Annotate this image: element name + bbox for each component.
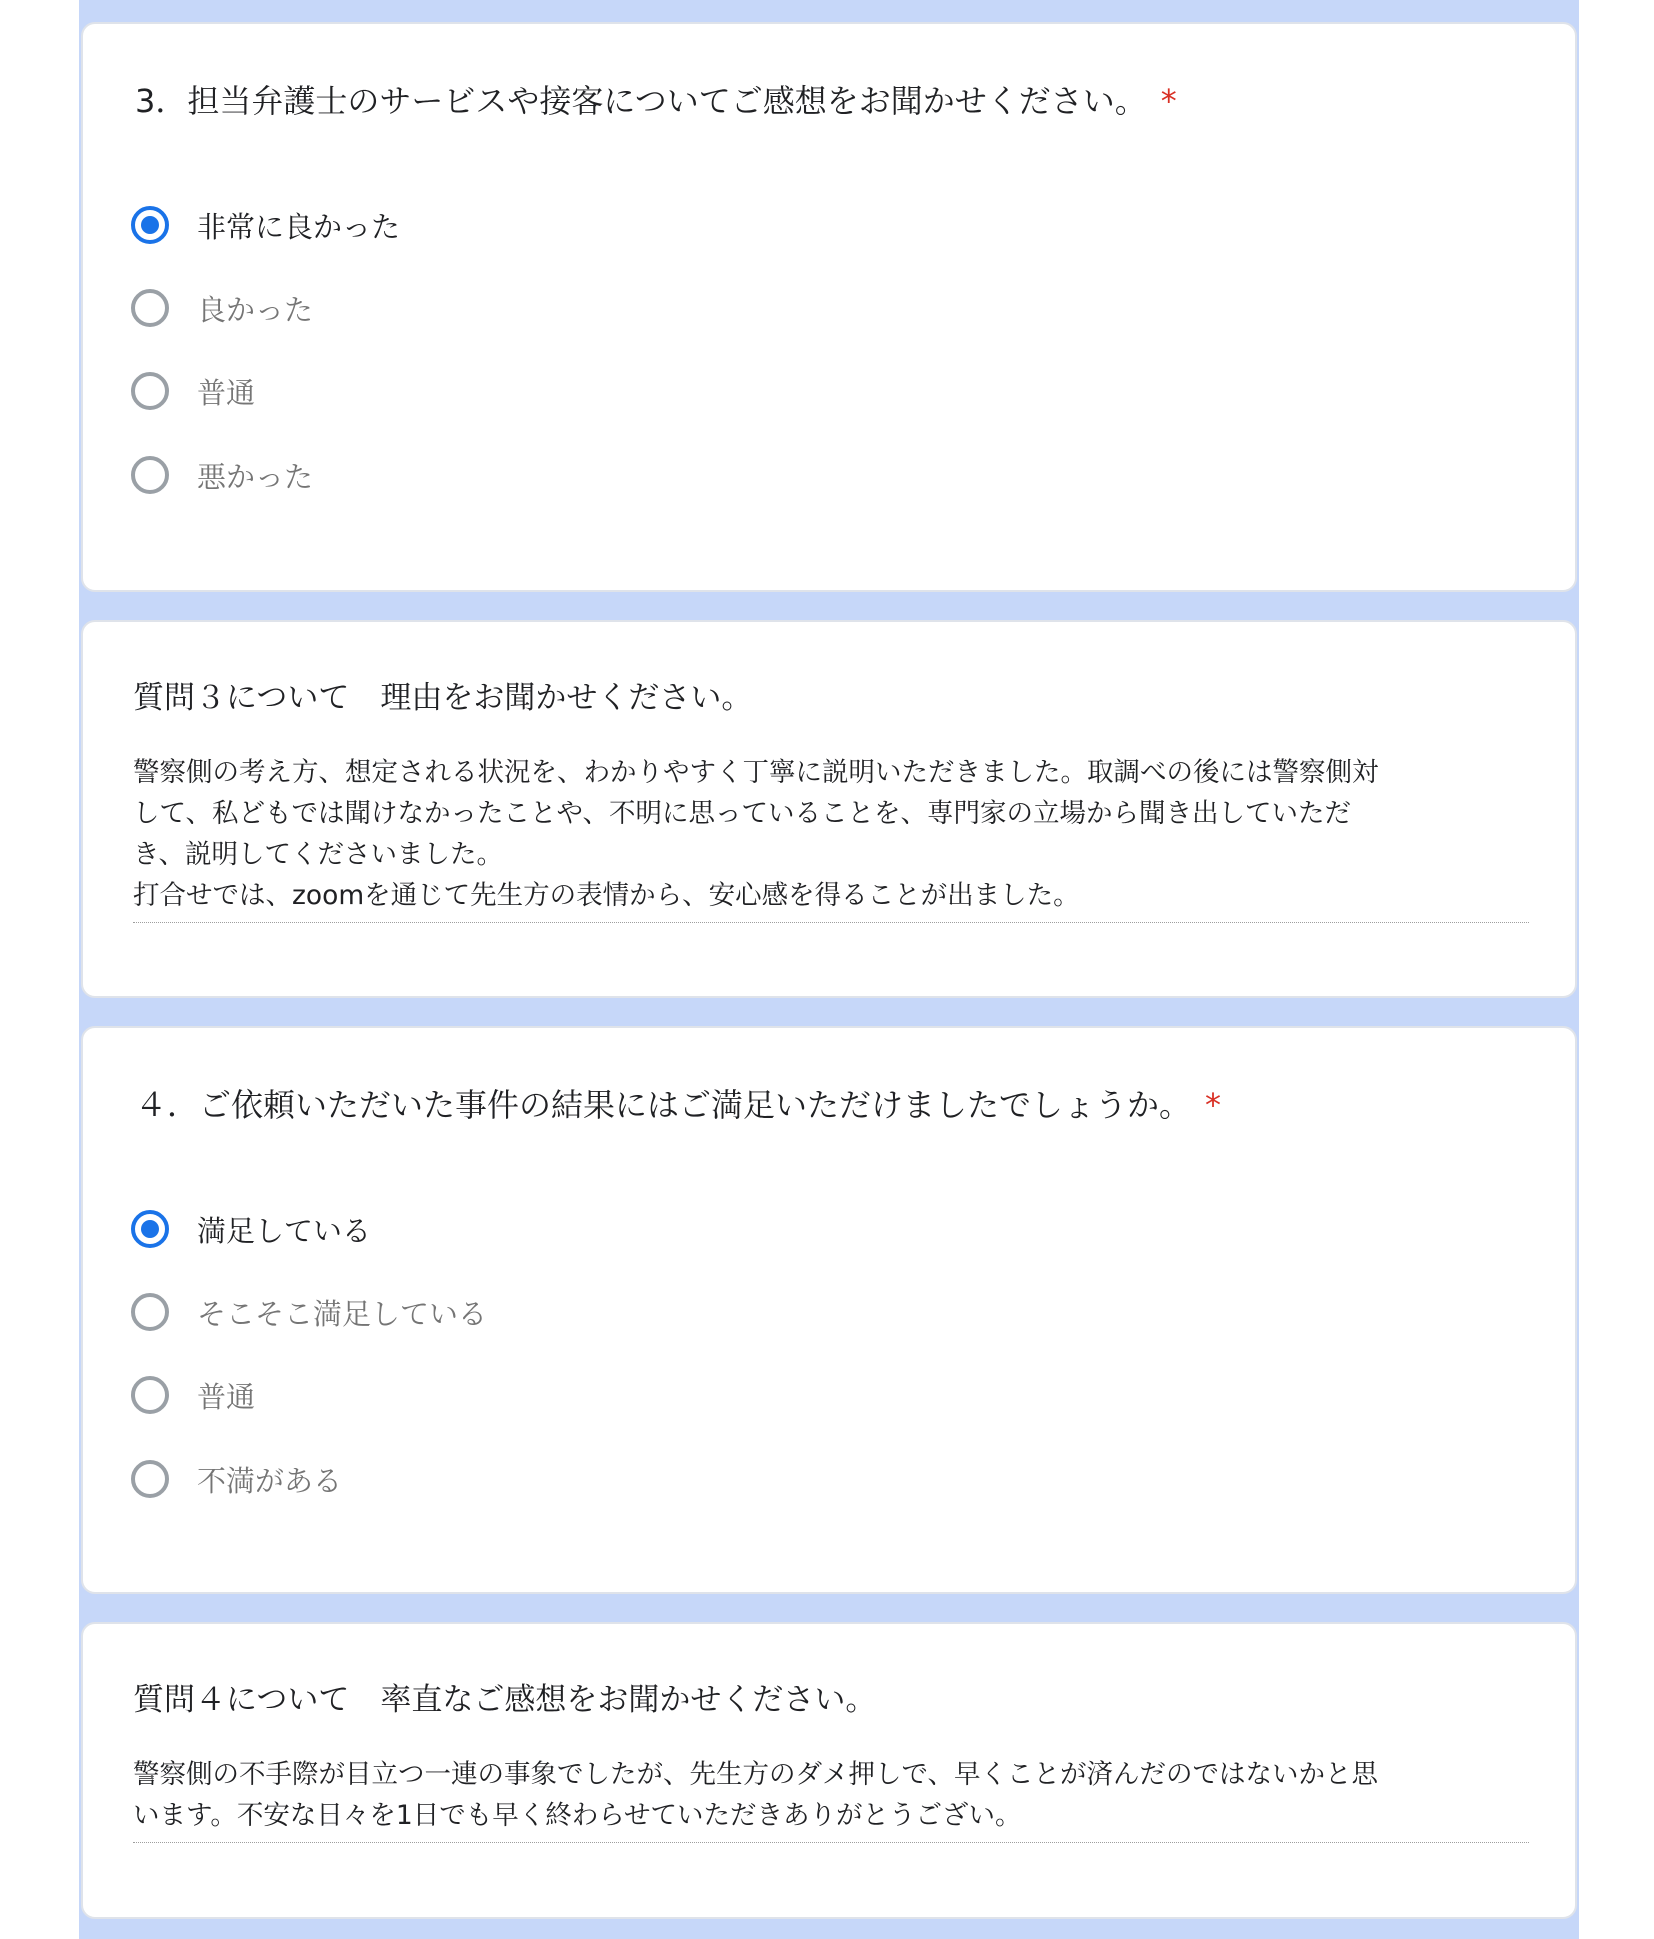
radio-option-dissatisfied[interactable]	[131, 1456, 342, 1502]
radio-option-average[interactable]	[131, 1372, 255, 1418]
answer-line: して、私どもでは聞けなかったことや、不明に思っていることを、専門家の立場から聞き出していただ	[133, 798, 1351, 829]
required-asterisk: *	[1160, 82, 1177, 120]
radio-option-average[interactable]	[131, 368, 255, 414]
answer-line: 警察側の考え方、想定される状況を、わかりやすく丁寧に説明いただきました。取調べの後には警察側対	[133, 757, 1379, 788]
option-label: 良かった	[197, 292, 314, 327]
response-question-title: 質問４について 率直なご感想をお聞かせください。	[133, 1682, 877, 1718]
answer-line: います。不安な日々を1日でも早く終わらせていただきありがとうござい。	[133, 1800, 1022, 1831]
option-label: 悪かった	[197, 459, 314, 494]
option-label: 普通	[197, 1379, 256, 1414]
radio-unchecked-icon[interactable]	[131, 1293, 169, 1331]
radio-option-somewhat-satisfied[interactable]	[131, 1289, 487, 1335]
question-card-4	[81, 1026, 1577, 1594]
radio-option-satisfied[interactable]	[131, 1206, 371, 1252]
option-label: 不満がある	[197, 1463, 343, 1498]
radio-unchecked-icon[interactable]	[131, 1376, 169, 1414]
question-text: ４．ご依頼いただいた事件の結果にはご満足いただけましたでしょうか。	[135, 1086, 1192, 1124]
response-card-4	[81, 1622, 1577, 1919]
radio-unchecked-icon[interactable]	[131, 1460, 169, 1498]
radio-checked-icon[interactable]	[131, 1210, 169, 1248]
question-text: 3．担当弁護士のサービスや接客についてご感想をお聞かせください。	[135, 82, 1147, 120]
answer-text-field[interactable]	[133, 1754, 1529, 1843]
response-question-title: 質問３について 理由をお聞かせください。	[133, 680, 753, 716]
answer-line: 打合せでは、zoomを通じて先生方の表情から、安心感を得ることが出ました。	[133, 880, 1080, 911]
option-label: 非常に良かった	[197, 209, 401, 244]
required-asterisk: *	[1205, 1086, 1222, 1124]
question-card-3	[81, 22, 1577, 592]
option-label: そこそこ満足している	[197, 1296, 488, 1331]
option-label: 普通	[197, 375, 256, 410]
radio-unchecked-icon[interactable]	[131, 456, 169, 494]
answer-line: き、説明してくださいました。	[133, 839, 503, 870]
radio-option-very-good[interactable]	[131, 202, 400, 248]
radio-unchecked-icon[interactable]	[131, 289, 169, 327]
radio-option-bad[interactable]	[131, 452, 313, 498]
question-title	[135, 76, 1177, 122]
option-label: 満足している	[197, 1213, 372, 1248]
radio-unchecked-icon[interactable]	[131, 372, 169, 410]
response-card-3	[81, 620, 1577, 998]
radio-checked-icon[interactable]	[131, 206, 169, 244]
answer-line: 警察側の不手際が目立つ一連の事象でしたが、先生方のダメ押しで、早くことが済んだのではないかと思	[133, 1759, 1378, 1790]
question-title	[135, 1080, 1221, 1126]
radio-option-good[interactable]	[131, 285, 313, 331]
answer-text-field[interactable]	[133, 752, 1529, 923]
